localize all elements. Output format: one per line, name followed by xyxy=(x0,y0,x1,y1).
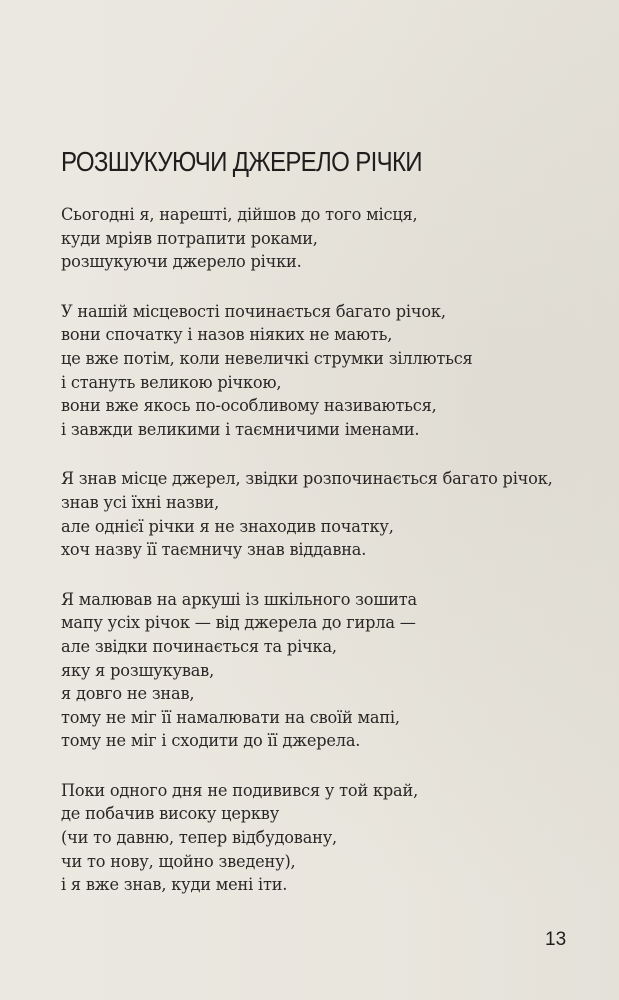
poem-line: і я вже знав, куди мені іти. xyxy=(61,875,288,895)
poem-line: Сьогодні я, нарешті, дійшов до того місця, xyxy=(61,205,418,224)
poem-line: Поки одного дня не подивився у той край, xyxy=(61,780,419,800)
poem-line: тому не міг і сходити до її джерела. xyxy=(61,731,361,751)
poem-line: де побачив високу церкву xyxy=(61,804,280,824)
poem-line: куди мріяв потрапити роками, xyxy=(61,228,318,248)
poem-line: це вже потім, коли невеличкі струмки зіллються xyxy=(61,348,473,368)
stanza xyxy=(61,203,581,274)
poem-line: знав усі їхні назви, xyxy=(61,492,220,512)
poem-line: чи то нову, щойно зведену), xyxy=(61,851,296,871)
poem-line: розшукуючи джерело річки. xyxy=(61,252,302,272)
stanza xyxy=(61,588,581,753)
poem-title: РОЗШУКУЮЧИ ДЖЕРЕЛО РІЧКИ xyxy=(61,146,422,177)
stanza xyxy=(61,467,581,561)
poem-line: я довго не знав, xyxy=(61,684,195,704)
poem-line: тому не міг її намалювати на своїй мапі, xyxy=(61,707,400,727)
poem-line: але звідки починається та річка, xyxy=(61,636,337,656)
poem-line: хоч назву її таємничу знав віддавна. xyxy=(61,540,367,560)
poem-line: яку я розшукував, xyxy=(61,660,215,680)
poem-line: і стануть великою річкою, xyxy=(61,372,282,392)
poem-line: (чи то давню, тепер відбудовану, xyxy=(61,828,338,848)
page-number: 13 xyxy=(545,929,567,950)
poem-line: Я знав місце джерел, звідки розпочинається багато річок, xyxy=(61,469,553,489)
poem-line: і завжди великими і таємничими іменами. xyxy=(61,419,420,439)
stanza xyxy=(61,300,581,442)
stanza xyxy=(61,779,581,897)
poem-line: вони спочатку і назов ніяких не мають, xyxy=(61,325,393,345)
poem-line: мапу усіх річок — від джерела до гирла — xyxy=(61,613,416,633)
poem-line: У нашій місцевості починається багато річок, xyxy=(61,301,446,321)
poem-line: вони вже якось по-особливому називаються, xyxy=(61,396,437,416)
poem-body xyxy=(61,203,581,923)
poem-line: але однієї річки я не знаходив початку, xyxy=(61,516,394,536)
poem-line: Я малював на аркуші із шкільного зошита xyxy=(61,589,417,609)
